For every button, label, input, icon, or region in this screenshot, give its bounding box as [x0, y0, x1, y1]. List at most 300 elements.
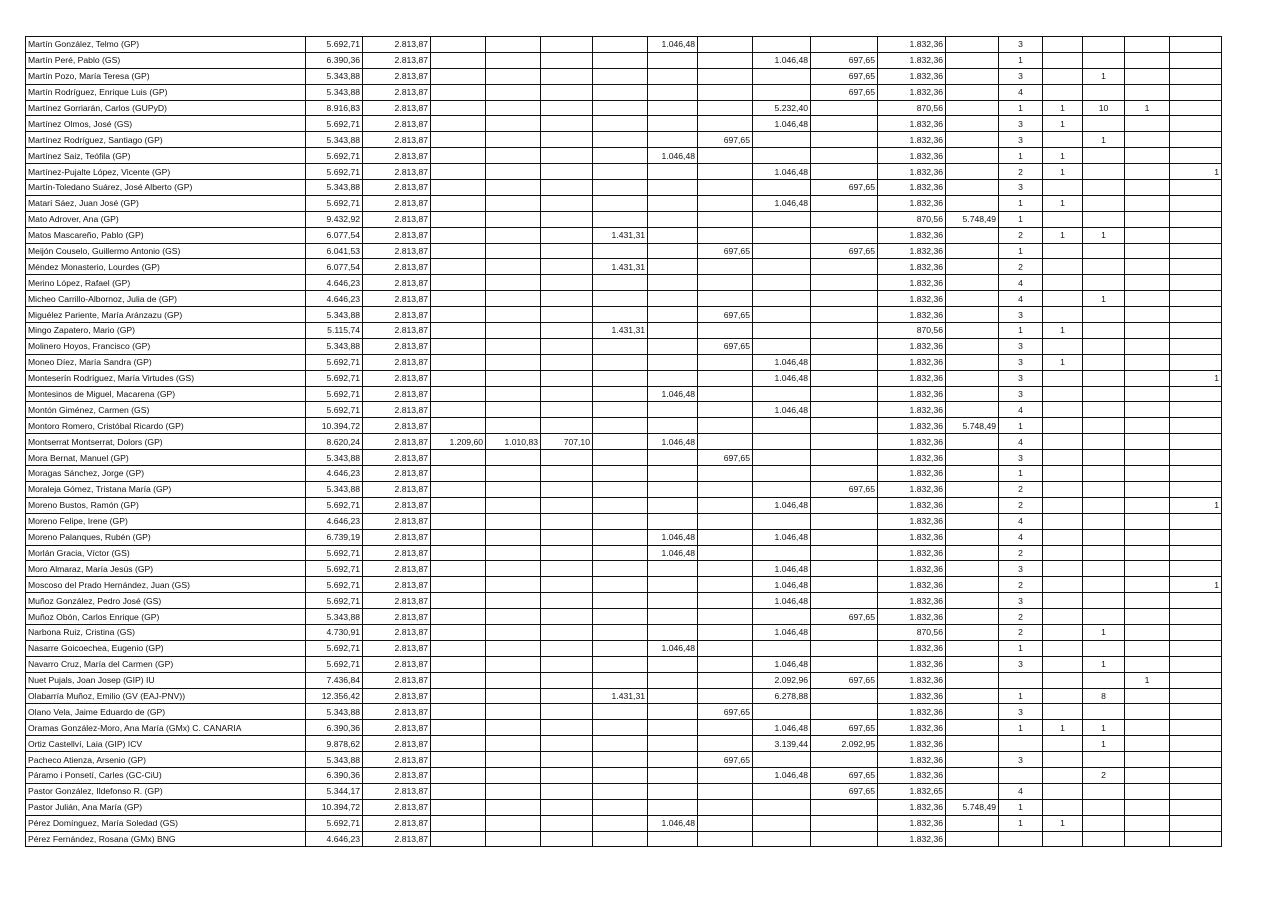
- value-cell-col-8: [698, 386, 753, 402]
- value-cell-col-4: [486, 783, 541, 799]
- value-cell-col-12: [946, 529, 999, 545]
- value-cell-col-4: [486, 84, 541, 100]
- value-cell-col-1: 5.692,71: [306, 815, 363, 831]
- value-cell-col-13: 1: [999, 243, 1043, 259]
- value-cell-col-2: 2.813,87: [363, 370, 431, 386]
- value-cell-col-8: 697,65: [698, 338, 753, 354]
- value-cell-col-13: 2: [999, 609, 1043, 625]
- value-cell-col-1: 9.432,92: [306, 211, 363, 227]
- deputy-name-cell: Oramas González-Moro, Ana María (GMx) C. CANARIA: [26, 720, 306, 736]
- deputy-name-cell: Ortiz Castellví, Laia (GIP) ICV: [26, 736, 306, 752]
- value-cell-col-16: [1125, 243, 1170, 259]
- value-cell-col-6: [593, 497, 648, 513]
- value-cell-col-6: [593, 275, 648, 291]
- value-cell-col-10: [811, 450, 878, 466]
- value-cell-col-14: [1043, 609, 1083, 625]
- value-cell-col-15: 1: [1083, 132, 1125, 148]
- value-cell-col-2: 2.813,87: [363, 656, 431, 672]
- value-cell-col-3: [431, 132, 486, 148]
- value-cell-col-14: [1043, 767, 1083, 783]
- value-cell-col-3: [431, 767, 486, 783]
- value-cell-col-16: [1125, 227, 1170, 243]
- value-cell-col-5: [541, 307, 593, 323]
- value-cell-col-5: [541, 291, 593, 307]
- value-cell-col-10: 697,65: [811, 672, 878, 688]
- value-cell-col-2: 2.813,87: [363, 84, 431, 100]
- value-cell-col-13: 2: [999, 227, 1043, 243]
- value-cell-col-12: [946, 68, 999, 84]
- value-cell-col-8: 697,65: [698, 132, 753, 148]
- value-cell-col-15: [1083, 545, 1125, 561]
- value-cell-col-2: 2.813,87: [363, 736, 431, 752]
- value-cell-col-1: 5.343,88: [306, 307, 363, 323]
- value-cell-col-6: 1.431,31: [593, 259, 648, 275]
- table-row: [26, 291, 1222, 307]
- value-cell-col-8: 697,65: [698, 752, 753, 768]
- value-cell-col-11: 1.832,36: [878, 720, 946, 736]
- value-cell-col-4: [486, 291, 541, 307]
- value-cell-col-7: [648, 418, 698, 434]
- value-cell-col-4: [486, 736, 541, 752]
- value-cell-col-5: [541, 84, 593, 100]
- value-cell-col-17: [1170, 720, 1222, 736]
- value-cell-col-3: [431, 688, 486, 704]
- value-cell-col-4: [486, 593, 541, 609]
- value-cell-col-3: [431, 577, 486, 593]
- value-cell-col-2: 2.813,87: [363, 529, 431, 545]
- value-cell-col-14: [1043, 640, 1083, 656]
- value-cell-col-12: [946, 434, 999, 450]
- value-cell-col-13: 3: [999, 561, 1043, 577]
- deputy-name-cell: Narbona Ruiz, Cristina (GS): [26, 624, 306, 640]
- value-cell-col-1: 6.390,36: [306, 767, 363, 783]
- value-cell-col-13: 2: [999, 545, 1043, 561]
- value-cell-col-17: [1170, 148, 1222, 164]
- value-cell-col-4: [486, 386, 541, 402]
- value-cell-col-8: [698, 354, 753, 370]
- value-cell-col-14: [1043, 37, 1083, 53]
- value-cell-col-12: [946, 370, 999, 386]
- value-cell-col-9: [753, 291, 811, 307]
- value-cell-col-16: [1125, 132, 1170, 148]
- value-cell-col-3: [431, 752, 486, 768]
- deputy-name-cell: Mingo Zapatero, Mario (GP): [26, 323, 306, 339]
- value-cell-col-15: [1083, 799, 1125, 815]
- value-cell-col-7: 1.046,48: [648, 545, 698, 561]
- value-cell-col-9: [753, 799, 811, 815]
- value-cell-col-5: [541, 418, 593, 434]
- table-row: [26, 497, 1222, 513]
- value-cell-col-17: [1170, 52, 1222, 68]
- value-cell-col-7: 1.046,48: [648, 148, 698, 164]
- value-cell-col-13: 3: [999, 704, 1043, 720]
- value-cell-col-8: 697,65: [698, 307, 753, 323]
- value-cell-col-11: 870,56: [878, 624, 946, 640]
- value-cell-col-2: 2.813,87: [363, 545, 431, 561]
- value-cell-col-12: [946, 672, 999, 688]
- value-cell-col-2: 2.813,87: [363, 624, 431, 640]
- value-cell-col-10: [811, 307, 878, 323]
- table-row: [26, 466, 1222, 482]
- value-cell-col-1: 4.730,91: [306, 624, 363, 640]
- table-row: [26, 370, 1222, 386]
- value-cell-col-1: 6.390,36: [306, 720, 363, 736]
- value-cell-col-5: [541, 116, 593, 132]
- value-cell-col-17: [1170, 100, 1222, 116]
- value-cell-col-11: 1.832,36: [878, 831, 946, 847]
- table-row: [26, 609, 1222, 625]
- value-cell-col-17: [1170, 545, 1222, 561]
- value-cell-col-8: [698, 513, 753, 529]
- value-cell-col-10: 697,65: [811, 609, 878, 625]
- value-cell-col-15: [1083, 338, 1125, 354]
- value-cell-col-15: [1083, 831, 1125, 847]
- value-cell-col-6: [593, 291, 648, 307]
- value-cell-col-10: 697,65: [811, 720, 878, 736]
- value-cell-col-11: 1.832,36: [878, 370, 946, 386]
- deputy-name-cell: Monteserín Rodríguez, María Virtudes (GS): [26, 370, 306, 386]
- value-cell-col-11: 1.832,36: [878, 275, 946, 291]
- value-cell-col-3: [431, 148, 486, 164]
- value-cell-col-15: [1083, 386, 1125, 402]
- value-cell-col-12: [946, 275, 999, 291]
- value-cell-col-8: [698, 767, 753, 783]
- value-cell-col-10: 697,65: [811, 783, 878, 799]
- value-cell-col-7: 1.046,48: [648, 37, 698, 53]
- value-cell-col-14: [1043, 450, 1083, 466]
- value-cell-col-3: [431, 180, 486, 196]
- value-cell-col-3: [431, 783, 486, 799]
- value-cell-col-8: 697,65: [698, 243, 753, 259]
- deputy-name-cell: Martín Rodríguez, Enrique Luis (GP): [26, 84, 306, 100]
- value-cell-col-10: [811, 799, 878, 815]
- value-cell-col-17: [1170, 418, 1222, 434]
- value-cell-col-15: [1083, 593, 1125, 609]
- value-cell-col-13: 3: [999, 338, 1043, 354]
- value-cell-col-6: [593, 418, 648, 434]
- value-cell-col-1: 5.115,74: [306, 323, 363, 339]
- value-cell-col-4: [486, 211, 541, 227]
- value-cell-col-10: [811, 259, 878, 275]
- table-row: [26, 545, 1222, 561]
- value-cell-col-5: [541, 513, 593, 529]
- value-cell-col-13: 1: [999, 688, 1043, 704]
- value-cell-col-14: [1043, 561, 1083, 577]
- value-cell-col-1: 12.356,42: [306, 688, 363, 704]
- value-cell-col-10: [811, 37, 878, 53]
- value-cell-col-7: [648, 338, 698, 354]
- value-cell-col-4: 1.010,83: [486, 434, 541, 450]
- value-cell-col-14: [1043, 259, 1083, 275]
- value-cell-col-14: [1043, 704, 1083, 720]
- table-row: [26, 688, 1222, 704]
- value-cell-col-9: [753, 831, 811, 847]
- value-cell-col-3: [431, 815, 486, 831]
- value-cell-col-8: [698, 84, 753, 100]
- value-cell-col-3: [431, 370, 486, 386]
- value-cell-col-9: [753, 227, 811, 243]
- value-cell-col-17: [1170, 37, 1222, 53]
- value-cell-col-13: 1: [999, 815, 1043, 831]
- value-cell-col-1: 5.692,71: [306, 370, 363, 386]
- deputy-name-cell: Mora Bernat, Manuel (GP): [26, 450, 306, 466]
- value-cell-col-11: 1.832,36: [878, 704, 946, 720]
- value-cell-col-5: [541, 323, 593, 339]
- value-cell-col-6: [593, 720, 648, 736]
- value-cell-col-2: 2.813,87: [363, 164, 431, 180]
- value-cell-col-14: [1043, 656, 1083, 672]
- value-cell-col-11: 1.832,36: [878, 227, 946, 243]
- value-cell-col-11: 1.832,36: [878, 434, 946, 450]
- value-cell-col-8: [698, 148, 753, 164]
- value-cell-col-14: [1043, 132, 1083, 148]
- value-cell-col-12: [946, 481, 999, 497]
- value-cell-col-13: 3: [999, 180, 1043, 196]
- value-cell-col-14: [1043, 418, 1083, 434]
- deputy-name-cell: Moraleja Gómez, Tristana María (GP): [26, 481, 306, 497]
- value-cell-col-9: [753, 418, 811, 434]
- value-cell-col-17: [1170, 481, 1222, 497]
- value-cell-col-6: [593, 84, 648, 100]
- table-row: [26, 624, 1222, 640]
- value-cell-col-7: [648, 84, 698, 100]
- value-cell-col-17: [1170, 640, 1222, 656]
- deputy-name-cell: Pastor González, Ildefonso R. (GP): [26, 783, 306, 799]
- value-cell-col-3: [431, 100, 486, 116]
- value-cell-col-12: [946, 545, 999, 561]
- value-cell-col-3: [431, 402, 486, 418]
- value-cell-col-5: [541, 450, 593, 466]
- deputies-allowances-table: [25, 36, 1222, 847]
- value-cell-col-8: [698, 783, 753, 799]
- value-cell-col-13: [999, 767, 1043, 783]
- value-cell-col-15: [1083, 307, 1125, 323]
- value-cell-col-9: 6.278,88: [753, 688, 811, 704]
- value-cell-col-3: [431, 561, 486, 577]
- value-cell-col-17: [1170, 704, 1222, 720]
- value-cell-col-8: [698, 275, 753, 291]
- value-cell-col-4: [486, 609, 541, 625]
- value-cell-col-7: [648, 291, 698, 307]
- value-cell-col-2: 2.813,87: [363, 227, 431, 243]
- value-cell-col-9: [753, 704, 811, 720]
- table-row: [26, 148, 1222, 164]
- value-cell-col-6: 1.431,31: [593, 227, 648, 243]
- table-row: [26, 656, 1222, 672]
- value-cell-col-12: [946, 609, 999, 625]
- value-cell-col-1: 5.692,71: [306, 561, 363, 577]
- deputy-name-cell: Moragas Sánchez, Jorge (GP): [26, 466, 306, 482]
- value-cell-col-6: [593, 211, 648, 227]
- value-cell-col-9: 1.046,48: [753, 354, 811, 370]
- table-row: [26, 481, 1222, 497]
- value-cell-col-17: 1: [1170, 497, 1222, 513]
- value-cell-col-11: 1.832,36: [878, 450, 946, 466]
- deputy-name-cell: Navarro Cruz, María del Carmen (GP): [26, 656, 306, 672]
- value-cell-col-5: [541, 545, 593, 561]
- value-cell-col-9: [753, 68, 811, 84]
- value-cell-col-7: [648, 799, 698, 815]
- value-cell-col-9: [753, 609, 811, 625]
- value-cell-col-17: [1170, 434, 1222, 450]
- value-cell-col-13: 1: [999, 418, 1043, 434]
- value-cell-col-4: [486, 148, 541, 164]
- value-cell-col-14: [1043, 624, 1083, 640]
- value-cell-col-17: [1170, 609, 1222, 625]
- value-cell-col-17: [1170, 767, 1222, 783]
- value-cell-col-10: [811, 752, 878, 768]
- value-cell-col-16: [1125, 720, 1170, 736]
- value-cell-col-15: [1083, 752, 1125, 768]
- table-row: [26, 52, 1222, 68]
- value-cell-col-14: [1043, 307, 1083, 323]
- value-cell-col-7: [648, 354, 698, 370]
- value-cell-col-17: [1170, 561, 1222, 577]
- table-body: [26, 37, 1222, 847]
- value-cell-col-1: 5.343,88: [306, 68, 363, 84]
- value-cell-col-12: [946, 338, 999, 354]
- value-cell-col-9: [753, 338, 811, 354]
- value-cell-col-2: 2.813,87: [363, 180, 431, 196]
- value-cell-col-15: [1083, 148, 1125, 164]
- value-cell-col-14: 1: [1043, 195, 1083, 211]
- value-cell-col-13: 3: [999, 370, 1043, 386]
- value-cell-col-12: 5.748,49: [946, 418, 999, 434]
- value-cell-col-10: 697,65: [811, 767, 878, 783]
- value-cell-col-5: [541, 831, 593, 847]
- value-cell-col-13: 4: [999, 783, 1043, 799]
- value-cell-col-10: [811, 831, 878, 847]
- value-cell-col-13: 1: [999, 323, 1043, 339]
- value-cell-col-17: [1170, 116, 1222, 132]
- value-cell-col-3: [431, 227, 486, 243]
- value-cell-col-11: 1.832,36: [878, 418, 946, 434]
- value-cell-col-14: [1043, 211, 1083, 227]
- value-cell-col-6: [593, 783, 648, 799]
- value-cell-col-14: [1043, 291, 1083, 307]
- value-cell-col-11: 1.832,36: [878, 307, 946, 323]
- value-cell-col-5: [541, 195, 593, 211]
- value-cell-col-5: [541, 624, 593, 640]
- value-cell-col-13: 3: [999, 132, 1043, 148]
- value-cell-col-12: [946, 148, 999, 164]
- value-cell-col-2: 2.813,87: [363, 434, 431, 450]
- value-cell-col-17: [1170, 783, 1222, 799]
- value-cell-col-5: [541, 132, 593, 148]
- value-cell-col-4: [486, 37, 541, 53]
- value-cell-col-13: [999, 736, 1043, 752]
- value-cell-col-3: [431, 624, 486, 640]
- value-cell-col-6: [593, 386, 648, 402]
- value-cell-col-11: 1.832,36: [878, 37, 946, 53]
- deputy-name-cell: Páramo i Ponsetí, Carles (GC-CiU): [26, 767, 306, 783]
- value-cell-col-14: [1043, 783, 1083, 799]
- value-cell-col-11: 1.832,36: [878, 609, 946, 625]
- value-cell-col-5: [541, 672, 593, 688]
- value-cell-col-8: [698, 259, 753, 275]
- value-cell-col-5: [541, 68, 593, 84]
- value-cell-col-7: 1.046,48: [648, 529, 698, 545]
- value-cell-col-11: 1.832,36: [878, 640, 946, 656]
- value-cell-col-14: [1043, 481, 1083, 497]
- value-cell-col-12: [946, 132, 999, 148]
- value-cell-col-2: 2.813,87: [363, 52, 431, 68]
- value-cell-col-7: 1.046,48: [648, 640, 698, 656]
- value-cell-col-4: [486, 497, 541, 513]
- value-cell-col-12: [946, 783, 999, 799]
- value-cell-col-15: 8: [1083, 688, 1125, 704]
- value-cell-col-8: [698, 164, 753, 180]
- value-cell-col-13: 3: [999, 68, 1043, 84]
- value-cell-col-5: [541, 481, 593, 497]
- value-cell-col-16: [1125, 815, 1170, 831]
- value-cell-col-9: [753, 386, 811, 402]
- value-cell-col-11: 1.832,36: [878, 291, 946, 307]
- value-cell-col-14: 1: [1043, 148, 1083, 164]
- value-cell-col-12: [946, 450, 999, 466]
- value-cell-col-1: 5.692,71: [306, 656, 363, 672]
- value-cell-col-5: [541, 466, 593, 482]
- value-cell-col-10: 697,65: [811, 243, 878, 259]
- value-cell-col-6: [593, 640, 648, 656]
- value-cell-col-2: 2.813,87: [363, 640, 431, 656]
- value-cell-col-8: [698, 100, 753, 116]
- value-cell-col-7: [648, 100, 698, 116]
- value-cell-col-1: 5.343,88: [306, 338, 363, 354]
- value-cell-col-15: [1083, 195, 1125, 211]
- value-cell-col-9: 1.046,48: [753, 116, 811, 132]
- value-cell-col-17: [1170, 529, 1222, 545]
- value-cell-col-4: [486, 481, 541, 497]
- value-cell-col-1: 5.692,71: [306, 402, 363, 418]
- value-cell-col-9: [753, 752, 811, 768]
- value-cell-col-15: [1083, 466, 1125, 482]
- value-cell-col-11: 1.832,36: [878, 180, 946, 196]
- value-cell-col-16: [1125, 561, 1170, 577]
- value-cell-col-12: [946, 291, 999, 307]
- value-cell-col-7: [648, 466, 698, 482]
- table-row: [26, 434, 1222, 450]
- value-cell-col-7: [648, 609, 698, 625]
- value-cell-col-10: [811, 354, 878, 370]
- table-row: [26, 116, 1222, 132]
- value-cell-col-11: 1.832,36: [878, 338, 946, 354]
- value-cell-col-17: [1170, 291, 1222, 307]
- value-cell-col-15: [1083, 783, 1125, 799]
- table-row: [26, 418, 1222, 434]
- value-cell-col-15: [1083, 243, 1125, 259]
- value-cell-col-17: [1170, 323, 1222, 339]
- value-cell-col-10: 697,65: [811, 180, 878, 196]
- value-cell-col-4: [486, 100, 541, 116]
- value-cell-col-9: 1.046,48: [753, 561, 811, 577]
- deputy-name-cell: Martínez Saiz, Teófila (GP): [26, 148, 306, 164]
- value-cell-col-4: [486, 640, 541, 656]
- deputy-name-cell: Montoro Romero, Cristóbal Ricardo (GP): [26, 418, 306, 434]
- value-cell-col-10: [811, 434, 878, 450]
- value-cell-col-1: 5.343,88: [306, 84, 363, 100]
- value-cell-col-12: [946, 656, 999, 672]
- value-cell-col-2: 2.813,87: [363, 783, 431, 799]
- value-cell-col-1: 4.646,23: [306, 275, 363, 291]
- value-cell-col-9: 1.046,48: [753, 577, 811, 593]
- value-cell-col-15: [1083, 84, 1125, 100]
- value-cell-col-7: [648, 450, 698, 466]
- value-cell-col-5: [541, 370, 593, 386]
- value-cell-col-5: [541, 386, 593, 402]
- deputy-name-cell: Moneo Díez, María Sandra (GP): [26, 354, 306, 370]
- value-cell-col-8: [698, 418, 753, 434]
